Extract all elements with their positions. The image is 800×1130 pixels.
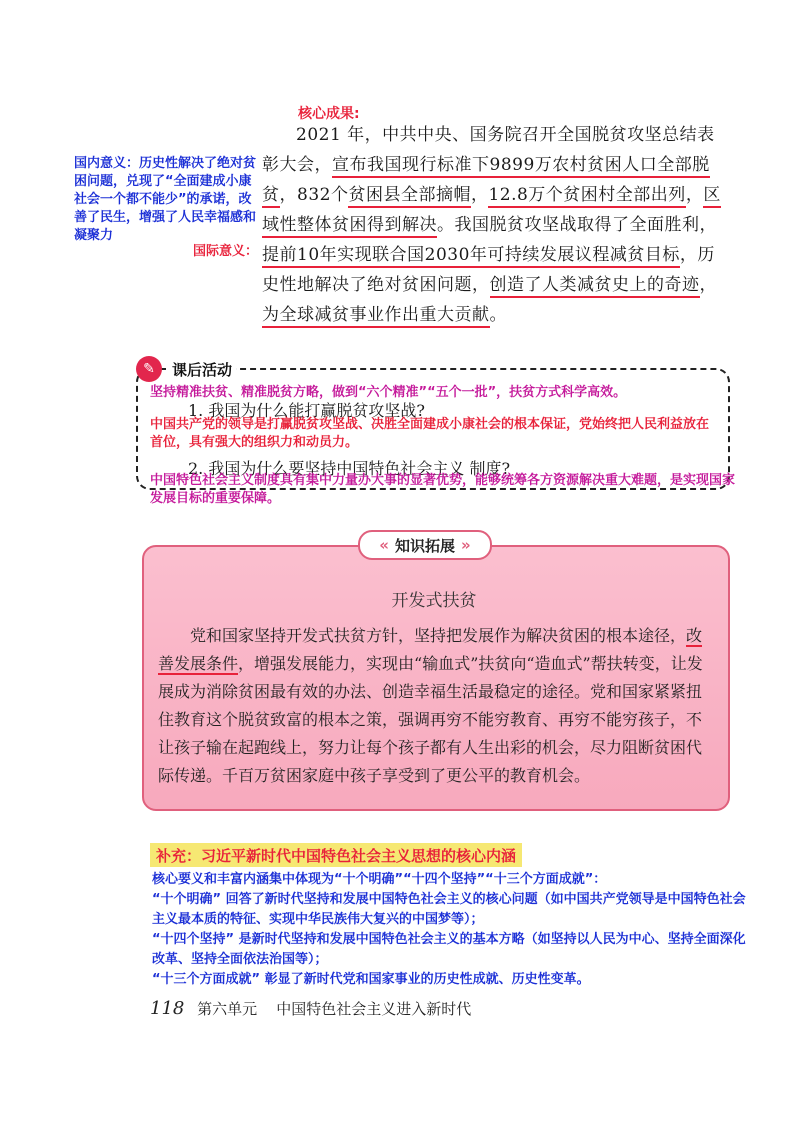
text-segment: ， <box>685 185 704 205</box>
text-segment: 2021 年，中共中央、国务院召开全国脱贫攻坚总结表彰大会， <box>262 125 715 175</box>
activity-header <box>136 356 236 382</box>
text-segment: ，历史性地解决了绝对贫困问题， <box>262 245 715 295</box>
text-segment: ，832个 <box>279 185 349 205</box>
underlined-segment: 为全球减贫事业作出重大贡献 <box>262 305 490 328</box>
page-number: 118 <box>150 998 185 1019</box>
underlined-segment: 创造了人类减贫史上的奇迹 <box>490 275 700 298</box>
core-achievement-label: 核心成果: <box>298 106 360 122</box>
unit-label: 第六单元 <box>197 1000 258 1018</box>
supplement-line: 核心要义和丰富内涵集中体现为“十个明确”“十四个坚持”“十三个方面成就”： <box>152 872 607 887</box>
text-segment: ， <box>699 275 717 295</box>
knowledge-tab <box>358 530 492 560</box>
text-segment: 党和国家坚持开发式扶贫方针，坚持把发展作为解决贫困的根本途径， <box>190 626 687 645</box>
supplement-lines <box>152 870 752 990</box>
knowledge-body <box>158 622 714 790</box>
text-segment: 。 <box>489 305 507 325</box>
underlined-segment: 改善发展条件 <box>158 626 703 673</box>
international-significance-label: 国际意义： <box>193 244 259 259</box>
underlined-segment: 12.8万个贫困村全部出列 <box>488 185 685 208</box>
underlined-segment: 贫困县全部摘帽 <box>348 185 471 208</box>
chevron-right-icon: » <box>461 536 471 554</box>
supplement-line: “十三个方面成就” 彰显了新时代党和国家事业的历史性成就、历史性变革。 <box>152 972 590 987</box>
pencil-icon: ✎ <box>136 356 162 382</box>
text-segment: 。我国脱贫攻坚战取得了全面胜利， <box>437 215 717 235</box>
underlined-segment: 宣布我国现行标准下9899万农村贫困人口全部脱贫 <box>262 155 710 208</box>
text-segment: ， <box>470 185 489 205</box>
unit-title: 中国特色社会主义进入新时代 <box>276 1000 472 1018</box>
activity-note: 坚持精准扶贫、精准脱贫方略，做到“六个精准”“五个一批”，扶贫方式科学高效。 <box>150 385 627 400</box>
supplement-line: “十四个坚持” 是新时代坚持和发展中国特色社会主义的基本方略（如坚持以人民为中心、坚持全面深化改革、坚持全面依法治国等）； <box>152 932 746 967</box>
supplement-title: 补充：习近平新时代中国特色社会主义思想的核心内涵 <box>150 843 522 867</box>
supplement-line: “十个明确” 回答了新时代坚持和发展中国特色社会主义的核心问题（如中国共产党领导是中国特色社会主义最本质的特征、实现中华民族伟大复兴的中国梦等）； <box>152 892 746 927</box>
underlined-segment: 区域性整体贫困得到解决 <box>262 185 721 238</box>
answer-2: 中国特色社会主义制度具有集中力量办大事的显著优势，能够统筹各方资源解决重大难题，是实现国家发展目标的重要保障。 <box>150 473 736 506</box>
underlined-segment: 提前10年实现联合国2030年可持续发展议程减贫目标 <box>262 245 680 268</box>
text-segment: ，增强发展能力，实现由“输血式”扶贫向“造血式”帮扶转变，让发展成为消除贫困最有效的办法、创造幸福生活最稳定的途径。党和国家紧紧扭住教育这个脱贫致富的根本之策，强调再穷不能穷教育、再穷不能穷孩子，不让孩子输在起跑线上，努力让每个孩子都有人生出彩的机会，尽力阻断贫困代际传递。千百万贫困家庭中孩子享受到了更公平的教育机会。 <box>158 654 703 785</box>
question-1: 1. 我国为什么能打赢脱贫攻坚战? <box>188 401 425 420</box>
question-2: 2. 我国为什么要坚持中国特色社会主义 制度? <box>188 459 511 478</box>
answer-1: 中国共产党的领导是打赢脱贫攻坚战、决胜全面建成小康社会的根本保证，党始终把人民利益放在首位，具有强大的组织力和动员力。 <box>150 417 710 450</box>
knowledge-tab-label: 知识拓展 <box>394 536 455 555</box>
domestic-significance-note: 国内意义：历史性解决了绝对贫困问题，兑现了“全面建成小康社会一个都不能少”的承诺，改善了民生，增强了人民幸福感和凝聚力 <box>74 156 257 243</box>
knowledge-title: 开发式扶贫 <box>391 591 477 611</box>
chevron-left-icon: « <box>379 536 389 554</box>
page-footer <box>150 998 471 1019</box>
activity-title: 课后活动 <box>168 359 236 380</box>
main-paragraph <box>262 120 732 330</box>
